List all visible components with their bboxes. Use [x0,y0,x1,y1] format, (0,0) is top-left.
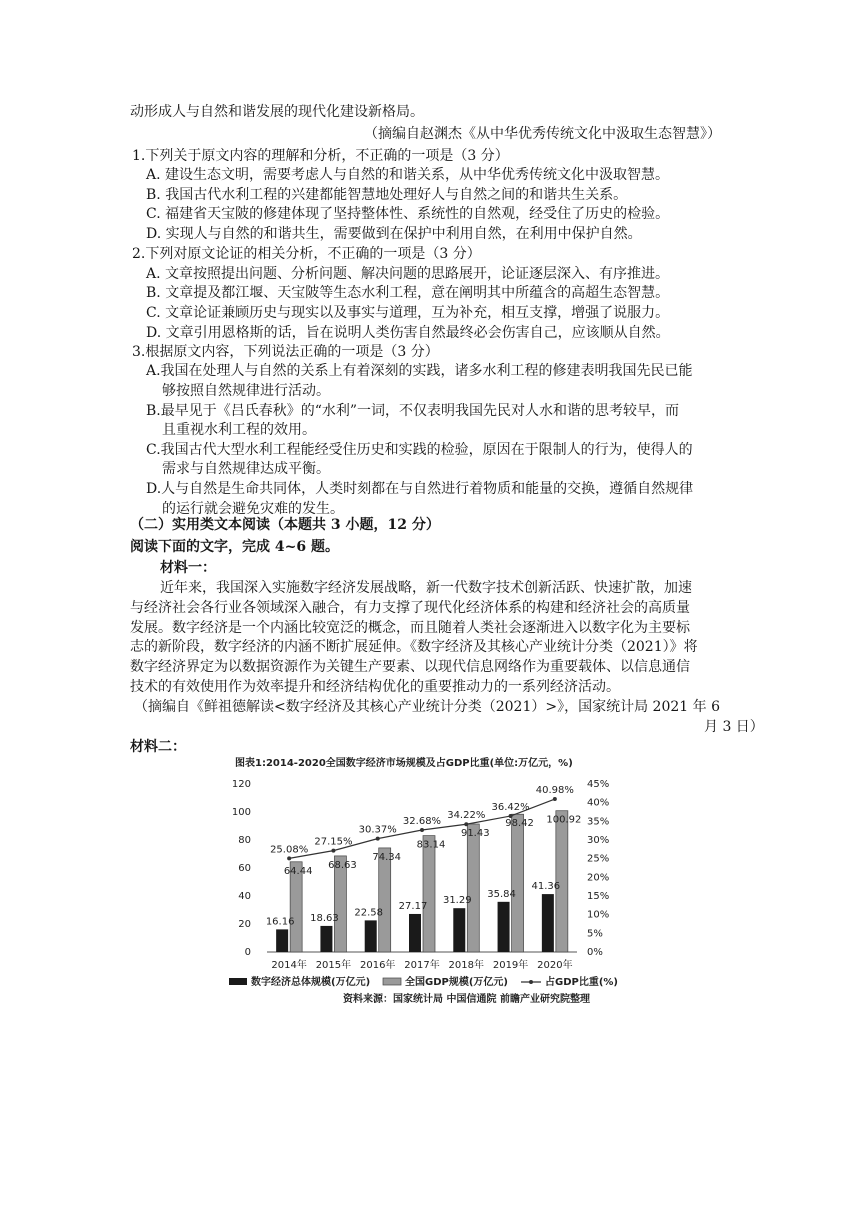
chart-svg [225,748,645,1010]
answer-option: 够按照自然规律进行活动。 [162,383,330,399]
answer-option: 且重视水利工程的效用。 [162,422,316,438]
digital-economy-bar [409,914,421,952]
material-1-label: 材料一： [160,560,216,576]
share-of-gdp-point [331,849,335,853]
answer-option: A. 建设生态文明，需要考虑人与自然的和谐关系，从中华优秀传统文化中汲取智慧。 [146,167,670,183]
x-axis-tick: 2014年 [271,960,307,971]
answer-option: B. 文章提及都江堰、天宝陂等生态水利工程，意在阐明其中所蕴含的高超生态智慧。 [146,285,670,301]
share-of-gdp-point [553,797,557,801]
left-axis-tick: 40 [238,891,251,902]
x-axis-tick: 2015年 [315,960,352,971]
x-axis-tick: 2019年 [492,960,529,971]
left-axis-tick: 100 [231,807,251,818]
right-axis-tick: 40% [587,797,610,809]
intro-tail: 动形成人与自然和谐发展的现代化建设新格局。 [130,104,424,120]
answer-option: A. 文章按照提出问题、分析问题、解决问题的思路展开，论证逐层深入、有序推进。 [146,266,670,282]
answer-option: D.人与自然是生命共同体，人类时刻都在与自然进行着物质和能量的交换，遵循自然规律 [146,481,694,497]
answer-option: 需求与自然规律达成平衡。 [162,461,330,477]
answer-option: A.我国在处理人与自然的关系上有着深刻的实践，诸多水利工程的修建表明我国先民已能 [146,363,693,379]
share-of-gdp-label: 32.68% [402,815,442,827]
right-axis-tick: 25% [587,853,610,865]
share-of-gdp-label: 30.37% [358,824,397,836]
material-1-line: 志的新阶段，数字经济的内涵不断扩展延伸。《数字经济及其核心产业统计分类（2021）》将 [130,639,698,655]
legend-swatch-gdp [383,978,401,985]
digital-economy-bar [320,926,332,952]
gdp-bar [423,836,435,952]
share-of-gdp-label: 40.98% [535,785,574,797]
share-of-gdp-point [509,814,513,818]
material-1-line: 数字经济界定为以数据资源作为关键生产要素、以现代信息网络作为重要载体、以信息通信 [130,659,690,675]
answer-option: D. 实现人与自然的和谐共生，需要做到在保护中利用自然，在利用中保护自然。 [146,226,642,242]
digital-economy-value-label: 16.16 [265,916,295,928]
legend-label-share: 占GDP比重(%) [545,977,618,988]
x-axis-tick: 2017年 [404,960,440,971]
material-2-label: 材料二： [130,739,186,755]
gdp-value-label: 91.43 [460,827,490,839]
x-axis-tick: 2016年 [359,960,396,971]
share-of-gdp-label: 27.15% [314,836,353,848]
digital-economy-bar [365,920,377,952]
digital-economy-chart [225,748,645,1010]
legend-swatch-share-point [529,980,533,984]
material-1-source: （摘编自《鲜祖德解读<数字经济及其核心产业统计分类（2021）>》，国家统计局 2021 年 6 [134,699,720,715]
section-heading: （二）实用类文本阅读（本题共 3 小题，12 分） [130,517,440,533]
share-of-gdp-point [376,837,380,841]
digital-economy-value-label: 18.63 [310,912,339,924]
gdp-value-label: 74.34 [372,851,402,863]
digital-economy-value-label: 27.17 [398,900,428,912]
digital-economy-bar [276,929,288,952]
gdp-bar [512,814,524,952]
material-1-line: 发展。数字经济是一个内涵比较宽泛的概念，而且随着人类社会逐渐进入以数字化为主要标 [130,620,690,636]
gdp-value-label: 68.63 [328,859,357,871]
gdp-bar [467,824,479,952]
answer-option: B. 我国古代水利工程的兴建都能智慧地处理好人与自然之间的和谐共生关系。 [146,187,628,203]
legend-label-gdp: 全国GDP规模(万亿元) [405,977,508,988]
left-axis-tick: 120 [231,779,251,790]
share-of-gdp-point [464,822,468,826]
gdp-value-label: 100.92 [546,814,582,826]
left-axis-tick: 60 [238,863,251,874]
right-axis-tick: 10% [587,909,610,921]
x-axis-tick: 2020年 [537,960,573,971]
material-1-line: 与经济社会各行业各领域深入融合，有力支撑了现代化经济体系的构建和经济社会的高质量 [130,600,690,616]
right-axis-tick: 20% [587,872,610,884]
answer-option: 的运行就会避免灾难的发生。 [162,501,344,517]
x-axis-tick: 2018年 [448,960,485,971]
answer-option: D. 文章引用恩格斯的话，旨在说明人类伤害自然最终必会伤害自己，应该顺从自然。 [146,325,670,341]
question-stem: 2.下列对原文论证的相关分析，不正确的一项是（3 分） [132,246,481,262]
left-axis-tick: 80 [238,835,251,846]
right-axis-tick: 0% [587,947,603,958]
right-axis-tick: 30% [587,835,610,846]
question-stem: 1.下列关于原文内容的理解和分析，不正确的一项是（3 分） [132,148,509,164]
right-axis-tick: 35% [587,816,610,828]
share-of-gdp-label: 36.42% [491,802,530,814]
digital-economy-bar [453,908,465,952]
question-stem: 3.根据原文内容，下列说法正确的一项是（3 分） [132,344,439,360]
answer-option: C.我国古代大型水利工程能经受住历史和实践的检验，原因在于限制人的行为，使得人的 [146,442,693,458]
chart-source: 资料来源：国家统计局 中国信通院 前瞻产业研究院整理 [343,994,590,1005]
legend-label-digital: 数字经济总体规模(万亿元) [251,977,371,988]
answer-option: C. 文章论证兼顾历史与现实以及事实与道理，互为补充，相互支撑，增强了说服力。 [146,305,670,321]
share-of-gdp-label: 25.08% [270,844,309,856]
share-of-gdp-label: 34.22% [447,810,486,822]
digital-economy-value-label: 35.84 [487,888,516,900]
share-of-gdp-point [420,828,424,832]
left-axis-tick: 20 [238,919,251,930]
gdp-bar [379,848,391,952]
legend-swatch-digital [229,978,247,985]
intro-source: （摘编自赵渊杰《从中华优秀传统文化中汲取生态智慧》） [364,126,721,142]
material-1-line: 技术的有效使用作为效率提升和经济结构优化的重要推动力的一系列经济活动。 [130,679,620,695]
left-axis-tick: 0 [244,947,251,958]
gdp-value-label: 98.42 [505,818,534,830]
material-1-source-date: 月 3 日） [704,719,764,735]
digital-economy-bar [498,902,510,952]
gdp-value-label: 64.44 [283,865,313,877]
gdp-value-label: 83.14 [416,839,446,851]
digital-economy-value-label: 31.29 [442,895,472,907]
chart-title: 图表1:2014-2020全国数字经济市场规模及占GDP比重(单位:万亿元，%) [235,758,573,769]
answer-option: B.最早见于《吕氏春秋》的“水利”一词，不仅表明我国先民对人水和谐的思考较早，而 [146,403,680,419]
digital-economy-value-label: 22.58 [354,907,384,919]
digital-economy-bar [542,894,554,952]
answer-option: C. 福建省天宝陂的修建体现了坚持整体性、系统性的自然观，经受住了历史的检验。 [146,206,670,222]
right-axis-tick: 15% [587,891,610,902]
right-axis-tick: 45% [587,779,610,790]
right-axis-tick: 5% [587,928,603,940]
material-1-line: 近年来，我国深入实施数字经济发展战略，新一代数字技术创新活跃、快速扩散，加速 [160,580,692,596]
digital-economy-value-label: 41.36 [531,881,561,893]
share-of-gdp-point [287,856,291,860]
read-instruction: 阅读下面的文字，完成 4~6 题。 [130,539,339,555]
